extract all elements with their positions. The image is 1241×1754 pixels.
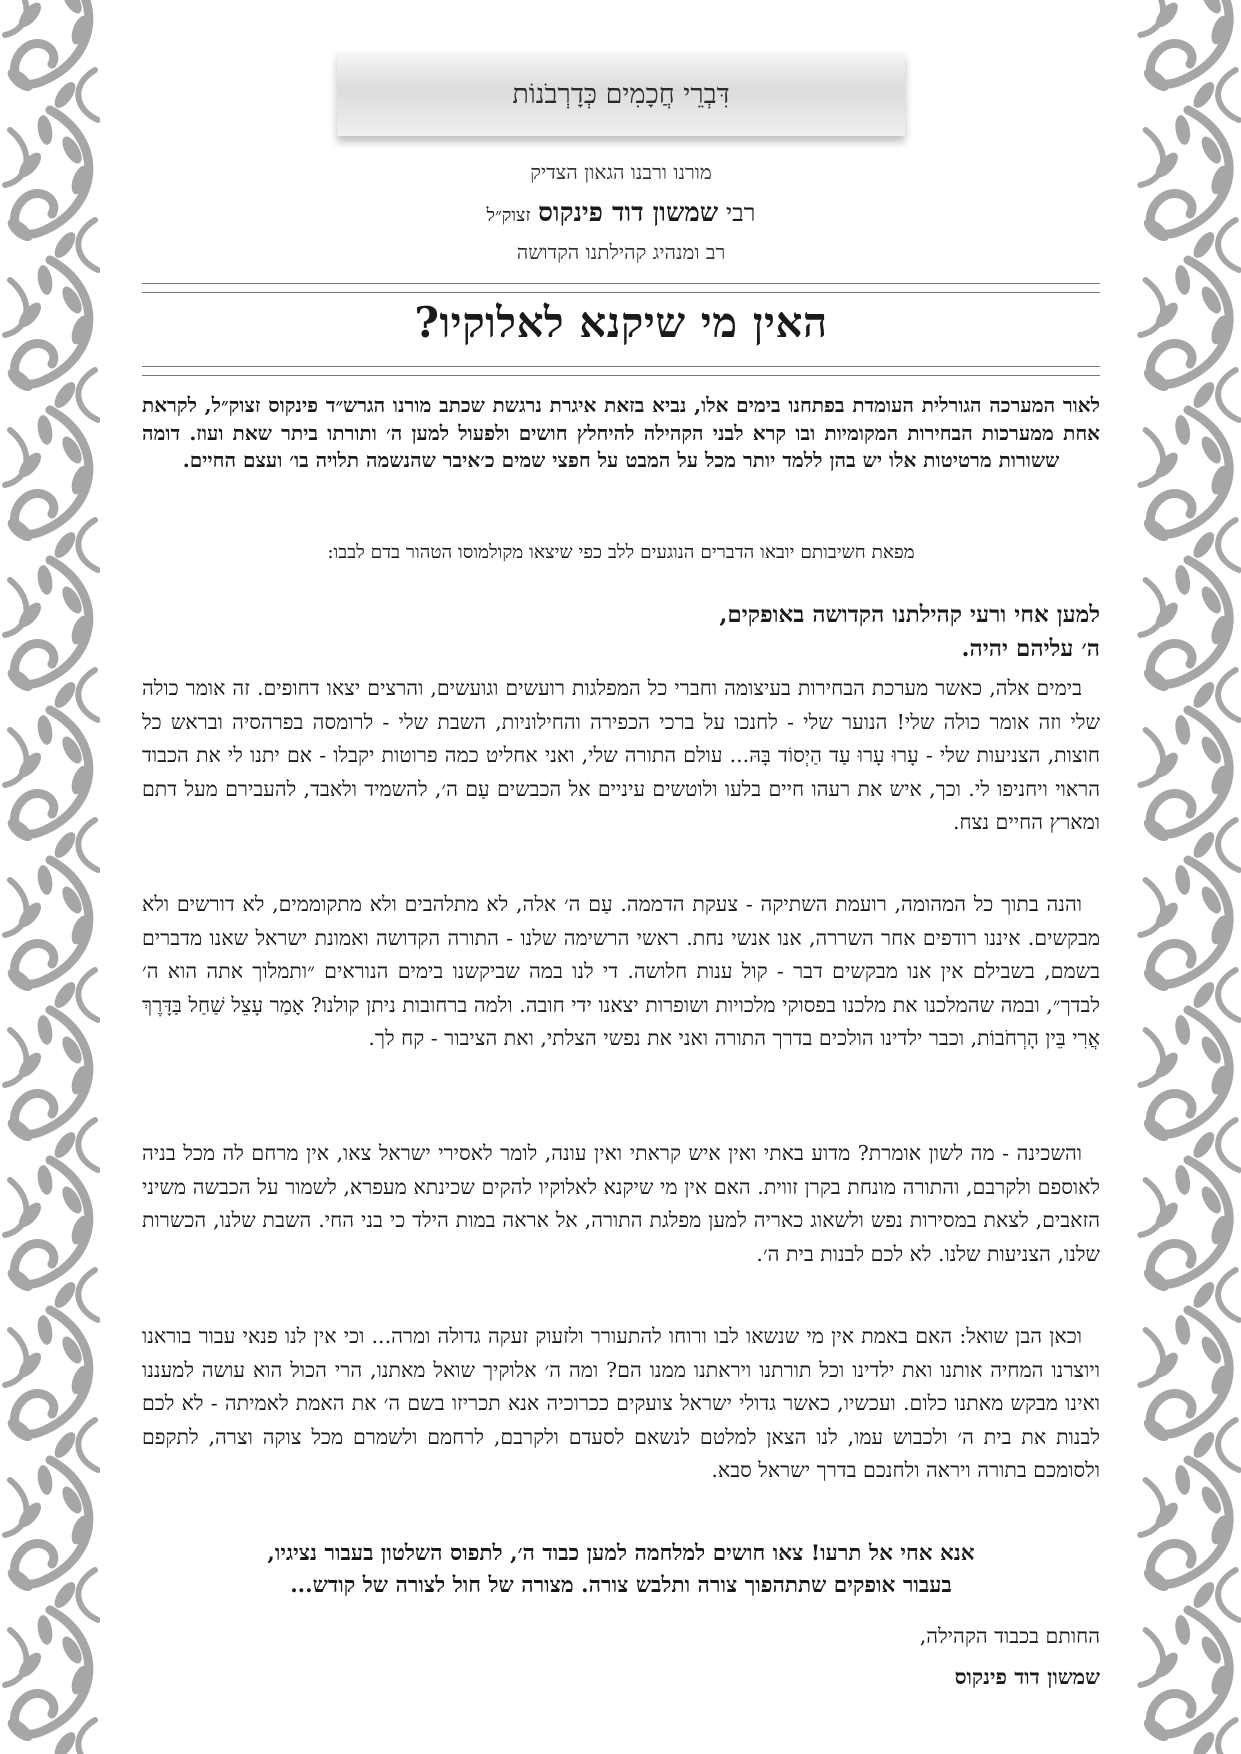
rabbi-title: רב ומנהיג קהילתנו הקדושה xyxy=(516,240,726,264)
left-ornamental-border xyxy=(0,0,100,1754)
page-title: האין מי שיקנא לאלוקיו? xyxy=(414,298,828,347)
rabbi-name: שמשון דוד פינקוס xyxy=(538,198,719,228)
closing-call xyxy=(142,1538,1100,1602)
divider xyxy=(142,283,1100,284)
right-ornamental-border xyxy=(1135,0,1241,1754)
rabbi-prefix: רבי xyxy=(725,199,756,227)
closing-line: בעבור אופקים שתתהפוך צורה ותלבש צורה. מצורה של חול לצורה של קודש... xyxy=(290,1573,952,1598)
swirl-ornament-icon xyxy=(0,0,100,1754)
signature-intro: החותם בכבוד הקהילה, xyxy=(919,1624,1100,1648)
greeting-line: ה׳ עליהם יהיה. xyxy=(961,635,1100,662)
body-paragraph: והנה בתוך כל המהומה, רועמת השתיקה - צעקת הדממה. עַם ה׳ אלה, לא מתלהבים ולא מתקוממים, לא דורשים ולא מבקשים. איננו רודפים אחר השררה, אנו אנשי נחת. ראשי הרשימה שלנו - התורה הקדושה ואמונת ישראל שאנו מדברים בשמם, בשבילם אין אנו מבקשים דבר - קול ענות חלושה. די לנו במה שביקשנו בימים הנוראים ״ותמלוך אתה הוא ה׳ לבדך״, ובמה שהמלכנו את מלכנו בפסוקי מלכויות ושופרות יצאנו ידי חובה. ולמה ברחובות ניתן קולנו? אָמַר עָצֵל שַׁחַל בַּדָּרֶךְ אֲרִי בֵּין הָרְחֹבוֹת, וכבר ילדינו הולכים בדרך התורה ואני את נפשי הצלתי, ואת הציבור - קח לך. xyxy=(142,892,1100,1050)
letter-content xyxy=(142,0,1100,1754)
swirl-ornament-icon xyxy=(1135,0,1241,1754)
rabbi-name-line xyxy=(142,198,1100,228)
rabbi-suffix: זצוק״ל xyxy=(486,205,531,226)
divider xyxy=(142,375,1100,376)
greeting xyxy=(719,598,1100,666)
intro-note: מפאת חשיבותם יובאו הדברים הנוגעים ללב כפי שיצאו מקולמוסו הטהור בדם לבבו: xyxy=(327,542,915,563)
signature-name: שמשון דוד פינקוס xyxy=(954,1664,1100,1689)
body-paragraph: בימים אלה, כאשר מערכת הבחירות בעיצומה וחברי כל המפלגות רועשים וגועשים, והרצים יצאו דחופים. זה אומר כולה שלי וזה אומר כולה שלי! הנוער שלי - לחנכו על ברכי הכפירה והחילוניות, השבת שלי - לרומסה בפרהסיה ובראש כל חוצות, הצניעות שלי - עָרוּ עָרוּ עַד הַיְסוֹד בָּהּ... עולם התורה שלי, ואני אחליט כמה פרוטות יקבלו - אם יתנו לי את הכבוד הראוי ויחניפו לי. וכך, איש את רעהו חיים בלעו ולוטשים עיניים אל הכבשים עַם ה׳, להשמיד ולאבד, להעבירם מעל דתם ומארץ החיים נצח. xyxy=(142,676,1100,834)
body-paragraph: והשכינה - מה לשון אומרת? מדוע באתי ואין איש קראתי ואין עונה, לומר לאסירי ישראל צאו, אין מרחם לה מכל בניה לאוספם ולקרבם, והתורה מונחת בקרן זווית. האם אין מי שיקנא לאלוקיו להקים שכינתא מעפרא, לשמור על הכבשה משיני הזאבים, לצאת במסירות נפש ולשאוג כאריה למען מפלגת התורה, אל אראה במות הילד כי בני החי. השבת שלנו, הכשרות שלנו, הצניעות שלנו. לא לכם לבנות בית ה׳. xyxy=(142,1141,1100,1266)
divider xyxy=(142,292,1100,293)
intro-paragraph: לאור המערכה הגורלית העומדת בפתחנו בימים אלו, נביא בזאת איגרת נרגשת שכתב מורנו הגרש״ד פינקוס זצוק״ל, לקראת אחת ממערכות הבחירות המקומיות ובו קרא לבני הקהילה להיחלץ חושים ולפעול למען ה׳ ותורתו ביתר שאת ועוז. דומה ששורות מרטיטות אלו יש בהן ללמד יותר מכל על המבט על חפצי שמים כ׳איבר שהנשמה תלויה בו׳ ועצם החיים. xyxy=(142,393,1100,472)
closing-line: אנא אחי אל תרעו! צאו חושים למלחמה למען כבוד ה׳, לתפוס השלטון בעבור נציגיו, xyxy=(267,1541,975,1566)
body-paragraph: וכאן הבן שואל: האם באמת אין מי שנשאו לבו ורוחו להתעורר ולזעוק זעקה גדולה ומרה... וכי אין לנו פנאי עבור בוראנו ויוצרנו המחיה אותנו ואת ילדינו וכל תורתנו ויראתנו ממנו הם? ומה ה׳ אלוקיך שואל מאתנו, הרי הכול הוא עושה למעננו ואינו מבקש מאתנו כלום. ועכשיו, כאשר גדולי ישראל צועקים ככרוכיה אנא תכריזו בשם ה׳ את האמת לאמיתה - לא לכם לבנות את בית ה׳ ולכבוש עמו, לנו הצאן למלטם לנשאם לסעדם ולקרבם, לרחמם ולשמרם מכל צוקה וצרה, לתקפם ולסומכם בתורה ויראה ולחנכם בדרך ישראל סבא. xyxy=(142,1324,1100,1482)
header-banner-text: דִּבְרֵי חֲכָמִים כְּדָרְבֹנוֹת xyxy=(512,78,730,110)
greeting-line: למען אחי ורעי קהילתנו הקדושה באופקים, xyxy=(719,601,1100,628)
divider xyxy=(142,366,1100,367)
header-banner xyxy=(337,52,905,136)
rabbi-honorific: מורנו ורבנו הגאון הצדיק xyxy=(530,160,712,184)
